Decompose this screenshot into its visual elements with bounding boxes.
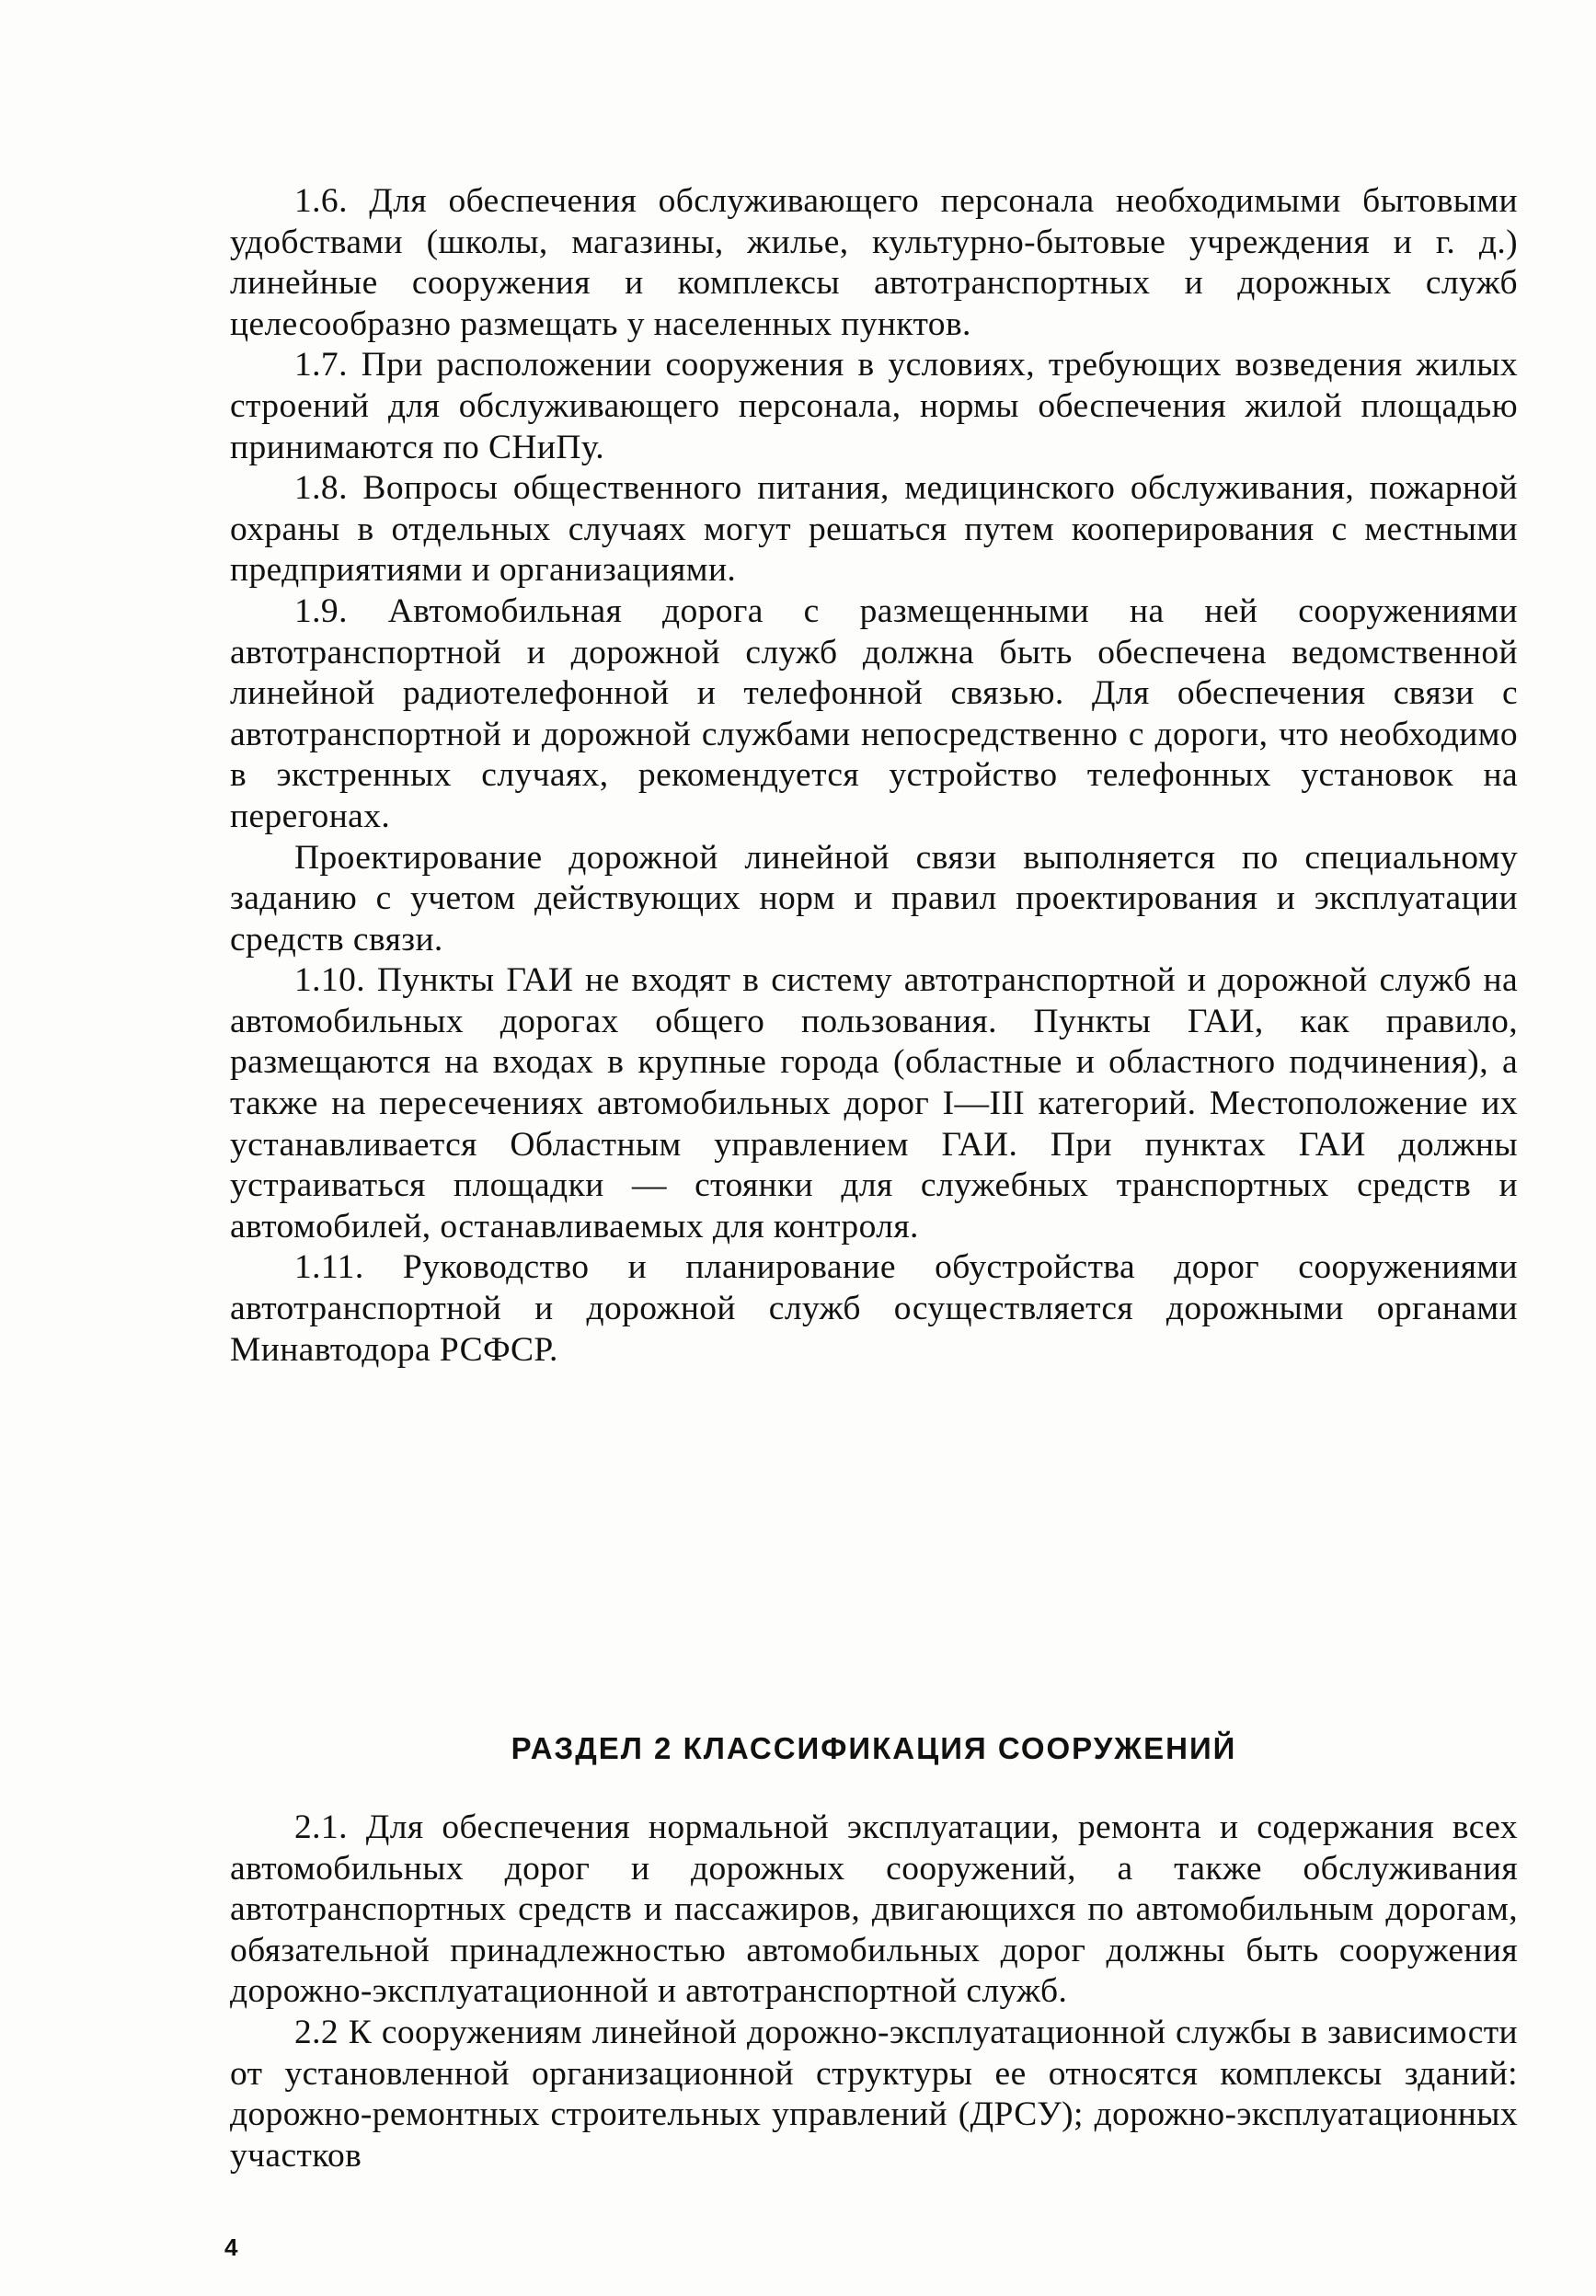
section-heading: РАЗДЕЛ 2 КЛАССИФИКАЦИЯ СООРУЖЕНИЙ (511, 1731, 1237, 1765)
paragraph-1-8: 1.8. Вопросы общественного питания, медицинского обслуживания, пожарной охраны в отдельных случаях могут решаться путем кооперирования с местными предприятиями и организациями. (230, 469, 1518, 590)
paragraph-communication-design: Проектирование дорожной линейной связи выполняется по специальному заданию с учетом действующих норм и правил проектирования и эксплуатации средств связи. (230, 838, 1518, 959)
paragraph-1-7: 1.7. При расположении сооружения в условиях, требующих возведения жилых строений для обслуживающего персонала, нормы обеспечения жилой площадью принимаются по СНиПу. (230, 346, 1518, 466)
page-number: 4 (224, 2233, 238, 2261)
paragraph-1-9: 1.9. Автомобильная дорога с размещенными на ней сооружениями автотранспортной и дорожной служб должна быть обеспечена ведомственной линейной радиотелефонной и телефонной связью. Для обеспечения связи с автотранспортной и дорожной службами непосредственно с дороги, что необходимо в экстренных случаях, рекомендуется устройство телефонных установок на перегонах. (230, 591, 1518, 835)
section-2-text (230, 1808, 1518, 2176)
section-1-text (230, 181, 1518, 1371)
paragraph-1-6: 1.6. Для обеспечения обслуживающего персонала необходимыми бытовыми удобствами (школы, магазины, жилье, культурно-бытовые учреждения и г. д.) линейные сооружения и комплексы автотранспортных и дорожных служб целесообразно размещать у населенных пунктов. (230, 182, 1518, 343)
paragraph-2-1: 2.1. Для обеспечения нормальной эксплуатации, ремонта и содержания всех автомобильных дорог и дорожных сооружений, а также обслуживания автотранспортных средств и пассажиров, двигающихся по автомобильным дорогам, обязательной принадлежностью автомобильных дорог должны быть сооружения дорожно-эксплуатационной и автотранспортной служб. (230, 1808, 1518, 2011)
paragraph-1-10: 1.10. Пункты ГАИ не входят в систему автотранспортной и дорожной служб на автомобильных дорогах общего пользования. Пункты ГАИ, как правило, размещаются на входах в крупные города (областные и областного подчинения), а также на пересечениях автомобильных дорог I—III категорий. Местоположение их устанавливается Областным управлением ГАИ. При пунктах ГАИ должны устраиваться площадки — стоянки для служебных транспортных средств и автомобилей, останавливаемых для контроля. (230, 961, 1518, 1246)
paragraph-2-2: 2.2 К сооружениям линейной дорожно-эксплуатационной службы в зависимости от установленной организационной структуры ее относятся комплексы зданий: дорожно-ремонтных строительных управлений (ДРСУ); дорожно-эксплуатационных участков (230, 2013, 1518, 2175)
paragraph-1-11: 1.11. Руководство и планирование обустройства дорог сооружениями автотранспортной и дорожной служб осуществляется дорожными органами Минавтодора РСФСР. (230, 1248, 1518, 1369)
